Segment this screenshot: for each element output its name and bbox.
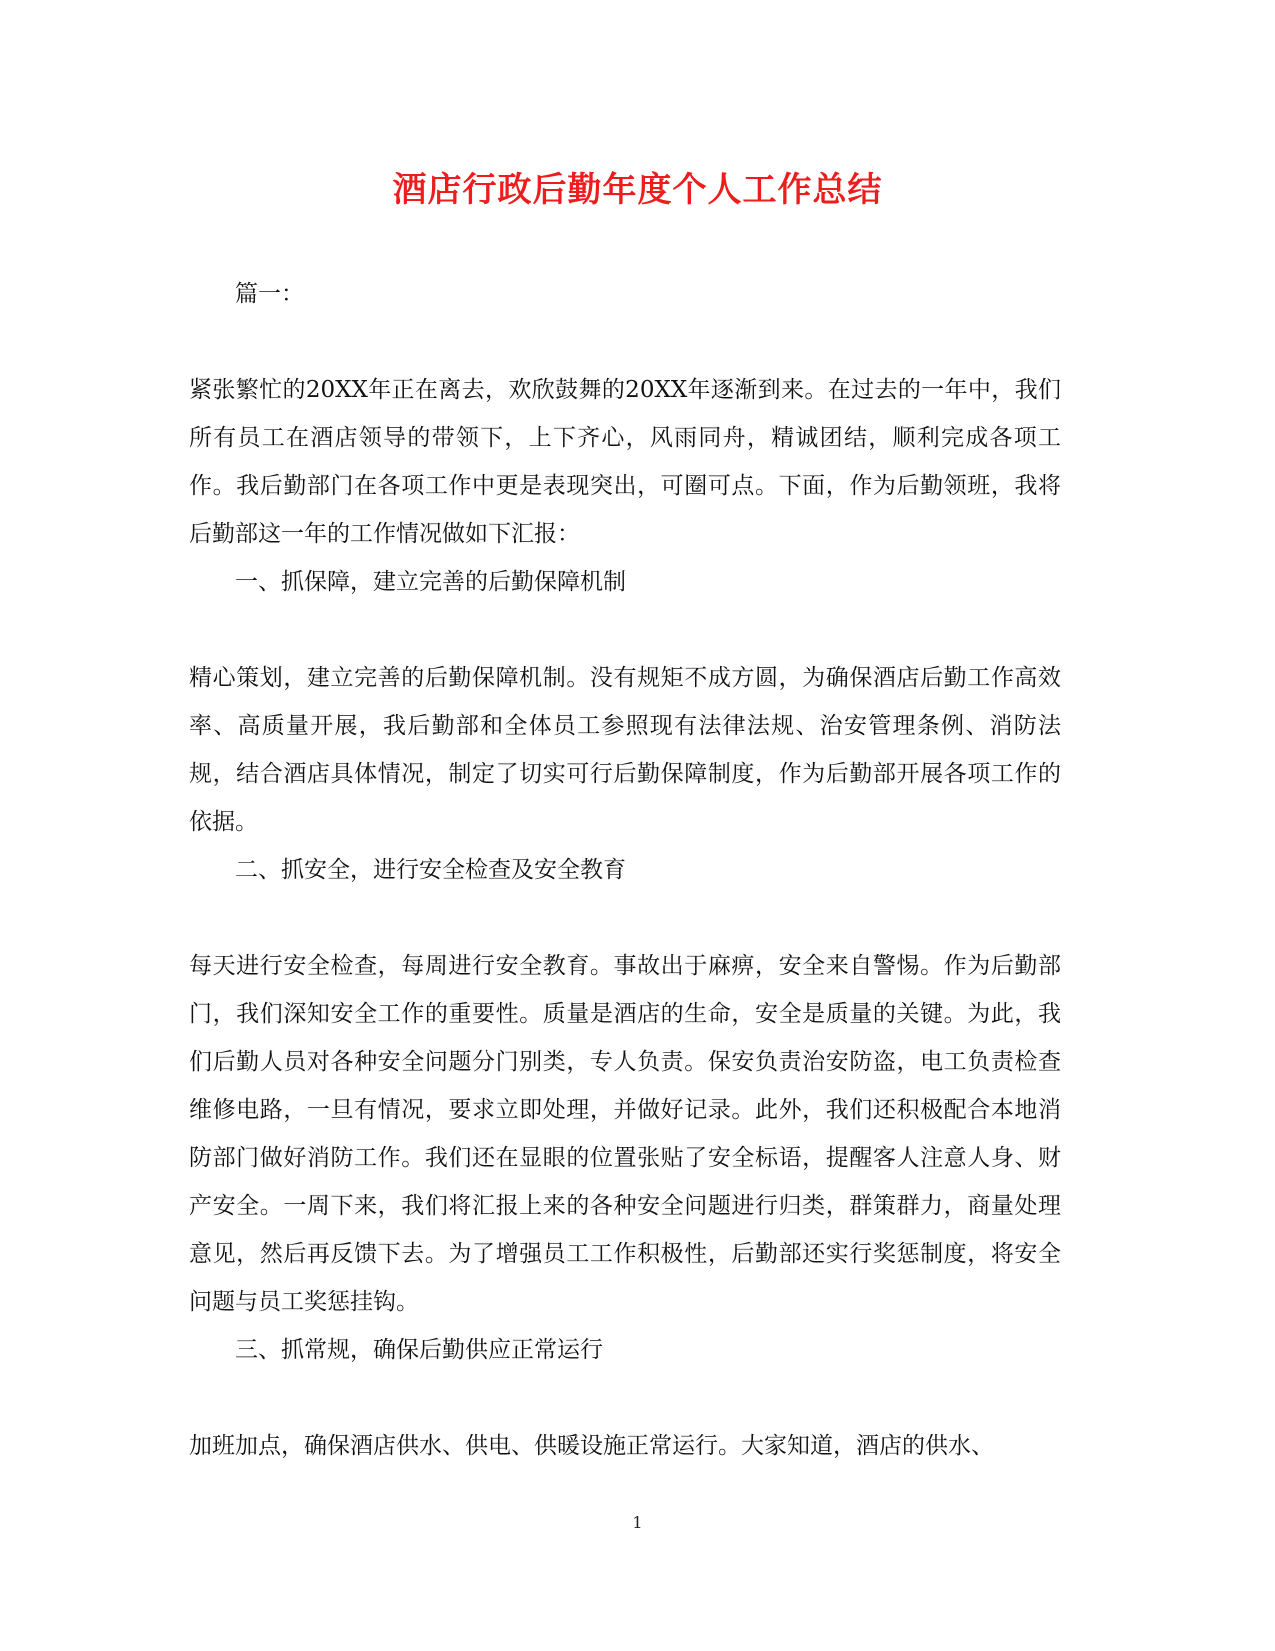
page-number: 1 <box>632 1513 643 1532</box>
section-body-1: 精心策划，建立完善的后勤保障机制。没有规矩不成方圆，为确保酒店后勤工作高效率、高质量开展，我后勤部和全体员工参照现有法律法规、治安管理条例、消防法规，结合酒店具体情况，制定了切实可行后勤保障制度，作为后勤部开展各项工作的依据。 <box>189 665 1061 835</box>
intro-paragraph: 紧张繁忙的20XX年正在离去，欢欣鼓舞的20XX年逐渐到来。在过去的一年中，我们所有员工在酒店领导的带领下，上下齐心，风雨同舟，精诚团结，顺利完成各项工作。我后勤部门在各项工作中更是表现突出，可圈可点。下面，作为后勤领班，我将后勤部这一年的工作情况做如下汇报： <box>189 377 1061 547</box>
part-label: 篇一： <box>235 281 304 307</box>
section-heading-3: 三、抓常规，确保后勤供应正常运行 <box>235 1337 603 1363</box>
section-body-2: 每天进行安全检查，每周进行安全教育。事故出于麻痹，安全来自警惕。作为后勤部门，我们深知安全工作的重要性。质量是酒店的生命，安全是质量的关键。为此，我们后勤人员对各种安全问题分门别类，专人负责。保安负责治安防盗，电工负责检查维修电路，一旦有情况，要求立即处理，并做好记录。此外，我们还积极配合本地消防部门做好消防工作。我们还在显眼的位置张贴了安全标语，提醒客人注意人身、财产安全。一周下来，我们将汇报上来的各种安全问题进行归类，群策群力，商量处理意见，然后再反馈下去。为了增强员工工作积极性，后勤部还实行奖惩制度，将安全问题与员工奖惩挂钩。 <box>189 953 1061 1315</box>
section-heading-2: 二、抓安全，进行安全检查及安全教育 <box>235 857 626 883</box>
document-body <box>189 270 1061 1470</box>
section-heading-1: 一、抓保障，建立完善的后勤保障机制 <box>235 569 626 595</box>
document-title: 酒店行政后勤年度个人工作总结 <box>392 170 883 210</box>
section-body-3: 加班加点，确保酒店供水、供电、供暖设施正常运行。大家知道，酒店的供水、 <box>189 1433 994 1459</box>
